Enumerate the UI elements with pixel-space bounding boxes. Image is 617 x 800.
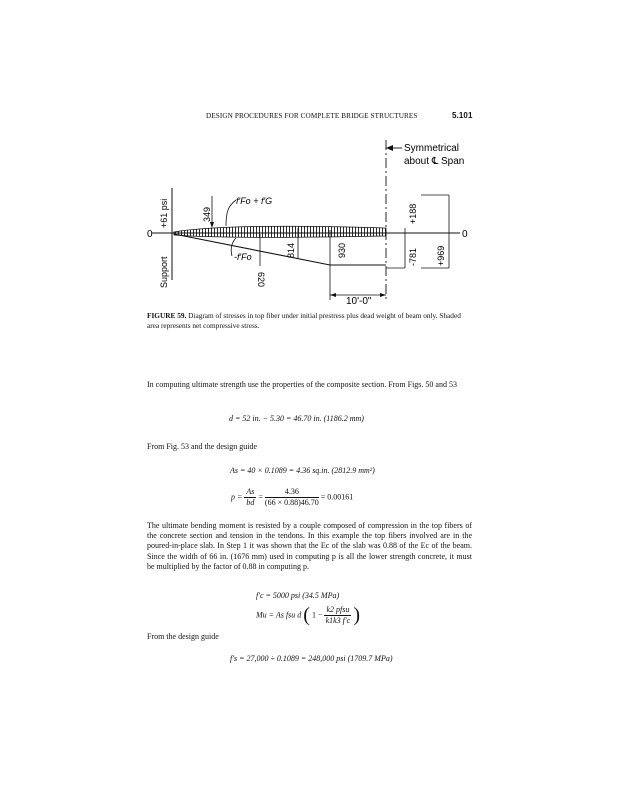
label-620: 620 [256, 272, 266, 288]
figure-caption [147, 311, 472, 331]
compressive-area-shading [174, 226, 386, 237]
label-zero-right: 0 [462, 229, 468, 240]
eq-p-frac2 [265, 487, 319, 508]
label-zero-left: 0 [147, 229, 153, 240]
eq-p-result: = 0.00161 [320, 492, 354, 502]
label-930: 930 [337, 242, 347, 258]
paragraph-design-guide: From the design guide [147, 632, 219, 641]
caption-label: FIGURE 59. [147, 311, 187, 320]
caption-text: Diagram of stresses in top fiber under initial prestress plus dead weight of beam only. Shaded area represents net compressive stress. [147, 311, 461, 330]
running-header-title: DESIGN PROCEDURES FOR COMPLETE BRIDGE STRUCTURES [206, 112, 418, 120]
equation-as: As = 40 × 0.1089 = 4.36 sq.in. (2812.9 mm²) [230, 466, 375, 475]
eq-p-left: p = [231, 492, 243, 502]
eq-mu-frac [324, 605, 351, 626]
label-about-span: about ℄ Span [404, 156, 465, 167]
label-969: +969 [436, 245, 446, 266]
label-symmetrical: Symmetrical [404, 143, 460, 154]
equation-fs: f′s = 27,000 ÷ 0.1089 = 248,000 psi (1709.7 MPa) [230, 654, 393, 663]
prestress-stress-line [174, 234, 386, 265]
label-fo-plus-fg: f′Fo + f′G [236, 196, 273, 206]
equation-fc: f′c = 5000 psi (34.5 MPa) [256, 591, 340, 600]
equation-p [231, 487, 353, 508]
label-814: 814 [286, 242, 296, 258]
eq-p-den1: bd [246, 498, 255, 507]
label-188: +188 [408, 203, 418, 224]
equation-mu: Mu = As fsu d ( 1 − $\frac{\text{k2 pfsu}}{k1k3 f'c}$ ) [256, 604, 361, 626]
eq-p-frac1 [244, 487, 256, 508]
paragraph-from-fig-53: From Fig. 53 and the design guide [147, 442, 257, 451]
eq-mu-paren: 1 − [311, 610, 323, 620]
label-support: Support [159, 256, 169, 288]
eq-p-num1: As [246, 487, 255, 496]
label-349: 349 [202, 206, 212, 222]
eq-mu-den: k1k3 f′c [325, 616, 351, 625]
label-781: -781 [408, 247, 418, 266]
eq-mu-left: Mu = As fsu d [256, 610, 302, 620]
label-fo: -f′Fo [234, 252, 252, 262]
eq-p-den2: (66 × 0.88)46.70 [264, 498, 319, 507]
eq-mu-num: k2 pfsu [326, 605, 350, 614]
page-number: 5.101 [452, 111, 473, 120]
label-61-psi: +61 psi [159, 198, 169, 228]
equation-d: d = 52 in. − 5.30 = 46.70 in. (1186.2 mm) [229, 414, 364, 423]
label-10-ft: 10'-0" [346, 296, 372, 307]
paragraph-composite-section: In computing ultimate strength use the properties of the composite section. From Figs. 50 and 53 [147, 380, 457, 389]
eq-p-equals: = [258, 492, 263, 502]
eq-p-num2: 4.36 [265, 487, 319, 498]
paragraph-ultimate-moment: The ultimate bending moment is resisted by a couple composed of compression in the top fibers of the concrete section and tension in the tendons. In this example the top fibers involved are in the poured-in-place slab. In Step 1 it was shown that the Ec of the slab was 0.88 of the Ec of the beam. Since the width of 66 in. (1676 mm) used in computing p is all the lower strength concrete, it must be multiplied by the factor of 0.88 in computing p. [147, 521, 472, 571]
